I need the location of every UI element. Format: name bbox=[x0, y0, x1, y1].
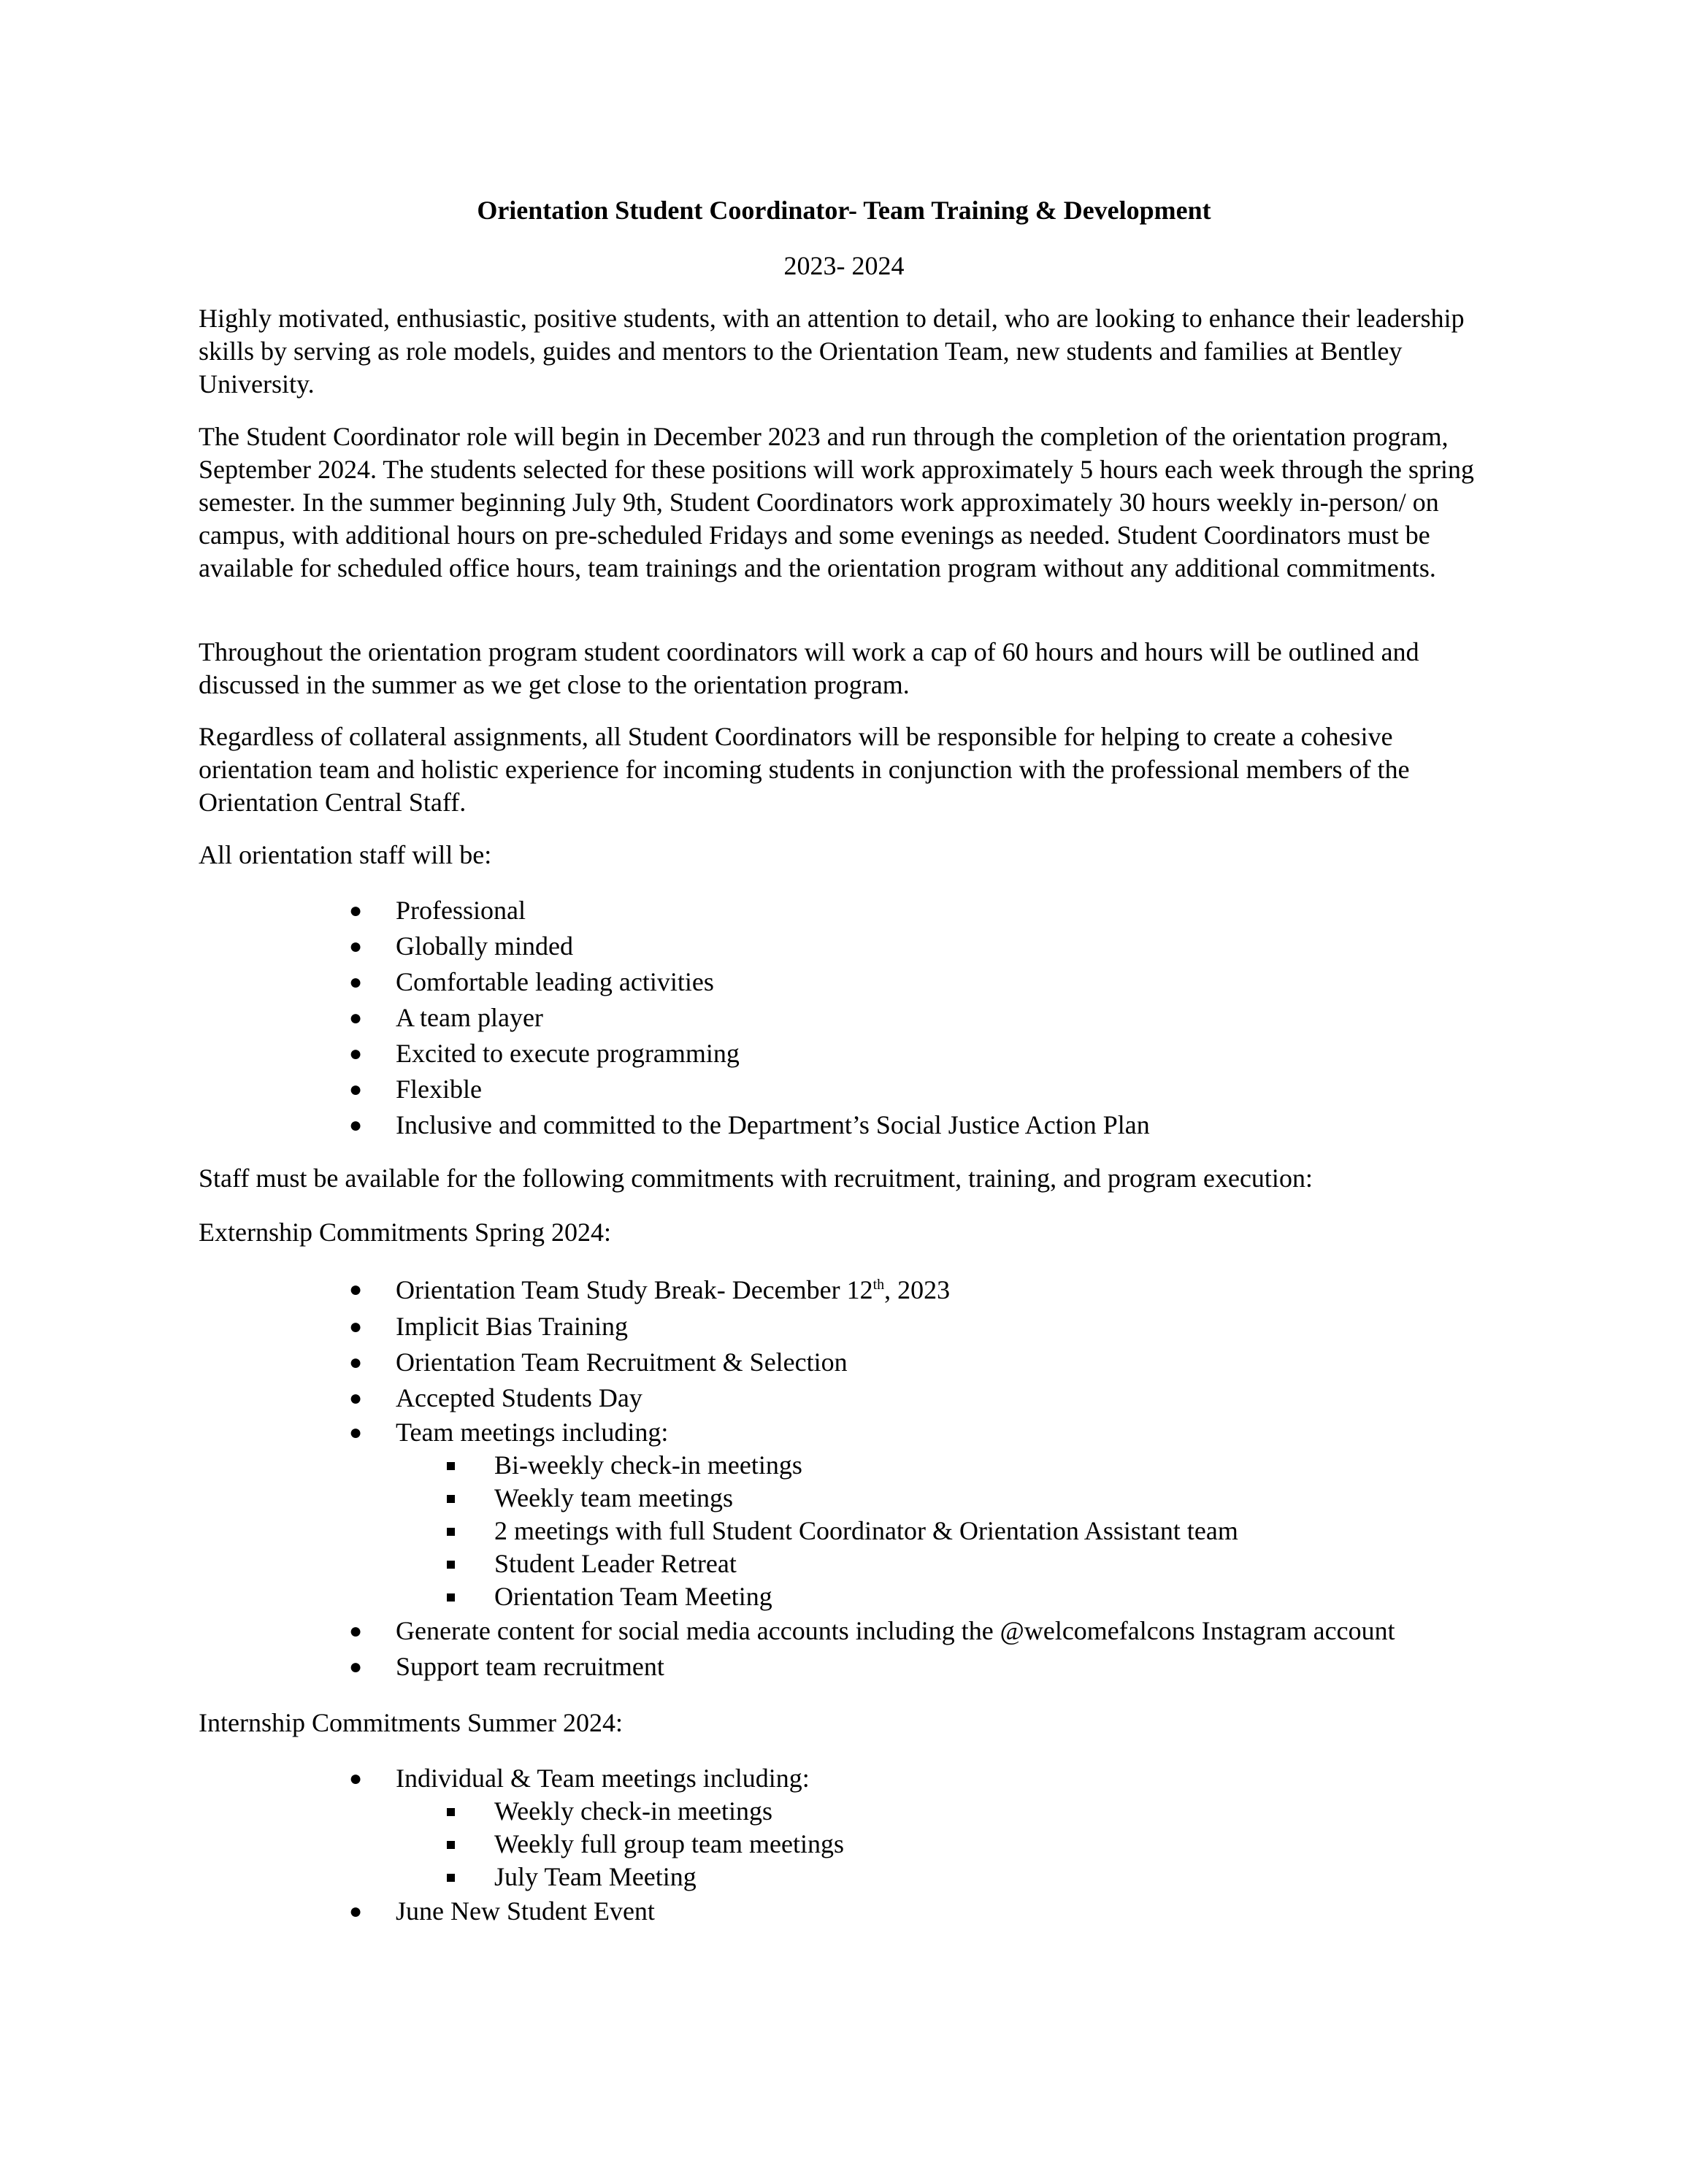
staff-intro: All orientation staff will be: bbox=[199, 840, 492, 869]
list-item: ● Flexible bbox=[0, 1072, 1688, 1107]
list-item: ● Individual & Team meetings including: bbox=[0, 1762, 1688, 1795]
sub-list-item: July Team Meeting bbox=[0, 1861, 1688, 1893]
square-bullet-icon bbox=[447, 1462, 455, 1470]
sub-list-item: Orientation Team Meeting bbox=[0, 1580, 1688, 1613]
square-bullet-icon bbox=[447, 1593, 455, 1602]
square-bullet-icon bbox=[447, 1841, 455, 1849]
sub-list-item: Weekly full group team meetings bbox=[0, 1828, 1688, 1861]
externship-list bbox=[0, 1271, 1688, 1685]
list-item: ● Globally minded bbox=[0, 928, 1688, 964]
square-bullet-icon bbox=[447, 1495, 455, 1503]
list-item: ● Excited to execute programming bbox=[0, 1036, 1688, 1072]
bullet-icon: ● bbox=[349, 1350, 363, 1374]
bullet-icon: ● bbox=[349, 1386, 363, 1410]
bullet-icon: ● bbox=[349, 1899, 363, 1923]
sub-list-item: Weekly check-in meetings bbox=[0, 1795, 1688, 1828]
list-item: ● Comfortable leading activities bbox=[0, 964, 1688, 1000]
bullet-icon: ● bbox=[349, 1277, 363, 1301]
responsibility-paragraph: Regardless of collateral assignments, all Student Coordinators will be responsible for helping to create a cohesive orientation team and holistic experience for incoming students in conjunction with the professional members of the Orientation Central Staff. bbox=[199, 722, 1410, 817]
list-item: ● Team meetings including: bbox=[0, 1416, 1688, 1449]
bullet-icon: ● bbox=[349, 899, 363, 923]
list-item: ● Implicit Bias Training bbox=[0, 1309, 1688, 1345]
list-item: ● A team player bbox=[0, 1000, 1688, 1036]
list-item: ● Professional bbox=[0, 893, 1688, 928]
bullet-icon: ● bbox=[349, 1619, 363, 1643]
hours-paragraph: Throughout the orientation program student coordinators will work a cap of 60 hours and hours will be outlined and discussed in the summer as we get close to the orientation program. bbox=[199, 637, 1419, 699]
list-item: ● Inclusive and committed to the Department’s Social Justice Action Plan bbox=[0, 1107, 1688, 1143]
square-bullet-icon bbox=[447, 1808, 455, 1816]
list-item: ● Accepted Students Day bbox=[0, 1380, 1688, 1416]
bullet-icon: ● bbox=[349, 934, 363, 958]
sub-list-item: Bi-weekly check-in meetings bbox=[0, 1449, 1688, 1482]
document-year: 2023- 2024 bbox=[783, 251, 905, 280]
square-bullet-icon bbox=[447, 1528, 455, 1536]
role-paragraph: The Student Coordinator role will begin in December 2023 and run through the completion of the orientation program, September 2024. The students selected for these positions will work approximately 5 hours each week through the spring semester. In the summer beginning July 9th, Student Coordinators work approximately 30 hours weekly in-person/ on campus, with additional hours on pre-scheduled Fridays and some evenings as needed. Student Coordinators must be available for scheduled office hours, team trainings and the orientation program without any additional commitments. bbox=[199, 422, 1474, 582]
externship-heading: Externship Commitments Spring 2024: bbox=[199, 1218, 611, 1247]
bullet-icon: ● bbox=[349, 1042, 363, 1066]
list-item: ● Orientation Team Recruitment & Selection bbox=[0, 1345, 1688, 1380]
list-item: ● Support team recruitment bbox=[0, 1649, 1688, 1685]
sub-list-item: Student Leader Retreat bbox=[0, 1547, 1688, 1580]
bullet-icon: ● bbox=[349, 1655, 363, 1679]
square-bullet-icon bbox=[447, 1874, 455, 1882]
square-bullet-icon bbox=[447, 1561, 455, 1569]
document-title: Orientation Student Coordinator- Team Training & Development bbox=[477, 196, 1211, 225]
bullet-icon: ● bbox=[349, 1766, 363, 1791]
bullet-icon: ● bbox=[349, 1315, 363, 1339]
staff-qualities-list bbox=[0, 893, 1688, 1143]
list-item: ● Generate content for social media accounts including the @welcomefalcons Instagram account bbox=[0, 1613, 1688, 1649]
internship-heading: Internship Commitments Summer 2024: bbox=[199, 1708, 623, 1737]
bullet-icon: ● bbox=[349, 1420, 363, 1445]
sub-list-item: Weekly team meetings bbox=[0, 1482, 1688, 1515]
list-item: ● Orientation Team Study Break- December 12th, 2023 bbox=[0, 1271, 1688, 1309]
sub-list-item: 2 meetings with full Student Coordinator & Orientation Assistant team bbox=[0, 1515, 1688, 1547]
bullet-icon: ● bbox=[349, 1113, 363, 1137]
commitments-intro: Staff must be available for the following commitments with recruitment, training, and program execution: bbox=[199, 1164, 1313, 1193]
bullet-icon: ● bbox=[349, 1006, 363, 1030]
bullet-icon: ● bbox=[349, 1077, 363, 1101]
list-item: ● June New Student Event bbox=[0, 1893, 1688, 1929]
bullet-icon: ● bbox=[349, 970, 363, 994]
intro-paragraph: Highly motivated, enthusiastic, positive students, with an attention to detail, who are looking to enhance their leadership skills by serving as role models, guides and mentors to the Orientation Team, new students and families at Bentley University. bbox=[199, 304, 1465, 399]
internship-list bbox=[0, 1762, 1688, 1929]
